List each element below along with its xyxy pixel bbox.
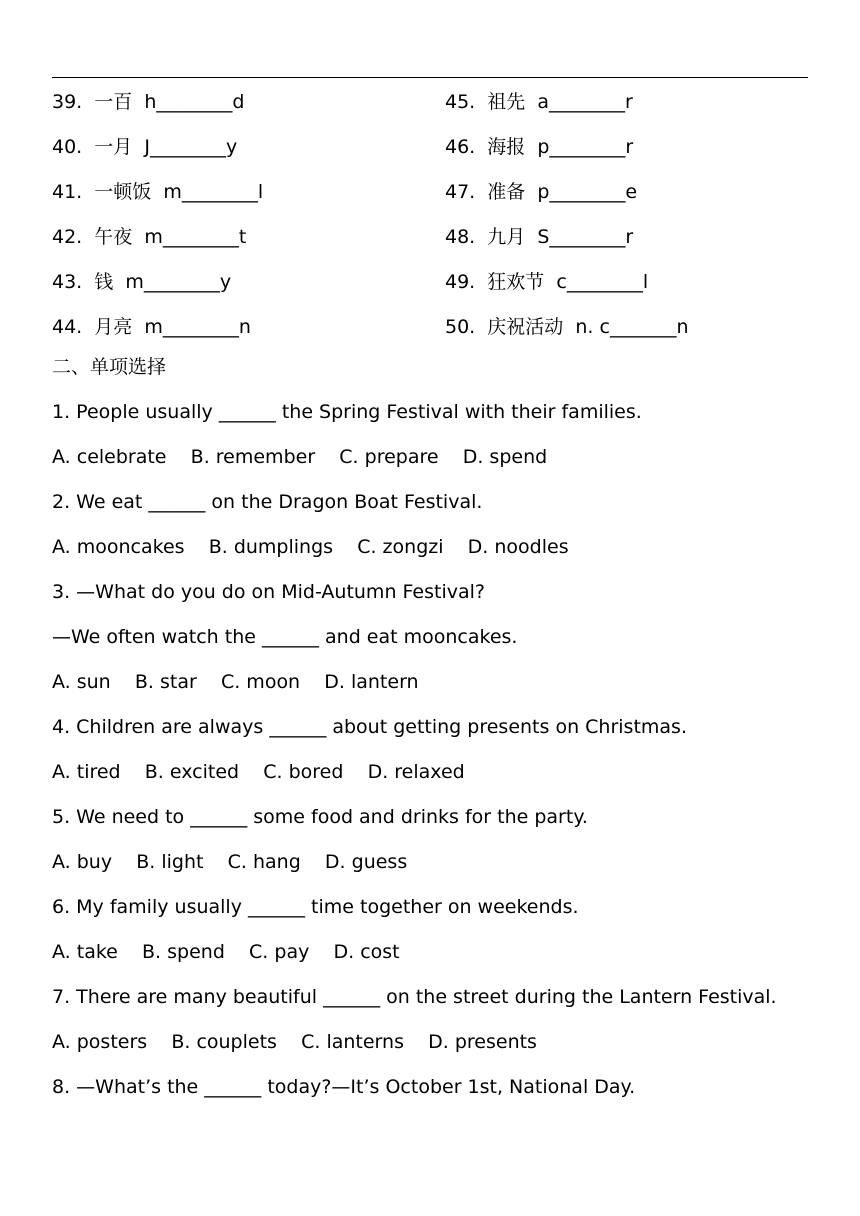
vocab-item-47: 47. 准备 p________e	[445, 181, 638, 203]
question-2-options: A. mooncakes B. dumplings C. zongzi D. noodles	[52, 536, 569, 558]
vocab-item-50: 50. 庆祝活动 n. c_______n	[445, 316, 689, 338]
vocab-item-43: 43. 钱 m________y	[52, 271, 232, 293]
question-4-options: A. tired B. excited C. bored D. relaxed	[52, 761, 465, 783]
question-5-options: A. buy B. light C. hang D. guess	[52, 851, 408, 873]
question-3: 3. —What do you do on Mid-Autumn Festival?	[52, 581, 485, 603]
vocab-item-48: 48. 九月 S________r	[445, 226, 634, 248]
question-2: 2. We eat ______ on the Dragon Boat Festival.	[52, 491, 483, 513]
question-4: 4. Children are always ______ about getting presents on Christmas.	[52, 716, 687, 738]
top-rule	[52, 77, 808, 78]
vocab-item-44: 44. 月亮 m________n	[52, 316, 251, 338]
question-6: 6. My family usually ______ time together on weekends.	[52, 896, 579, 918]
question-1-options: A. celebrate B. remember C. prepare D. spend	[52, 446, 548, 468]
vocab-item-45: 45. 祖先 a________r	[445, 91, 633, 113]
question-6-options: A. take B. spend C. pay D. cost	[52, 941, 400, 963]
question-7: 7. There are many beautiful ______ on the street during the Lantern Festival.	[52, 986, 777, 1008]
question-1: 1. People usually ______ the Spring Festival with their families.	[52, 401, 642, 423]
question-5: 5. We need to ______ some food and drinks for the party.	[52, 806, 588, 828]
question-7-options: A. posters B. couplets C. lanterns D. presents	[52, 1031, 537, 1053]
vocab-item-46: 46. 海报 p________r	[445, 136, 634, 158]
vocab-item-39: 39. 一百 h________d	[52, 91, 245, 113]
section-title: 二、单项选择	[52, 356, 167, 378]
question-8: 8. —What’s the ______ today?—It’s October 1st, National Day.	[52, 1076, 636, 1098]
question-3-line-2: —We often watch the ______ and eat mooncakes.	[52, 626, 518, 648]
vocab-item-41: 41. 一顿饭 m________l	[52, 181, 264, 203]
question-3-options: A. sun B. star C. moon D. lantern	[52, 671, 419, 693]
vocab-item-40: 40. 一月 J________y	[52, 136, 238, 158]
vocab-item-42: 42. 午夜 m________t	[52, 226, 247, 248]
vocab-item-49: 49. 狂欢节 c________l	[445, 271, 649, 293]
